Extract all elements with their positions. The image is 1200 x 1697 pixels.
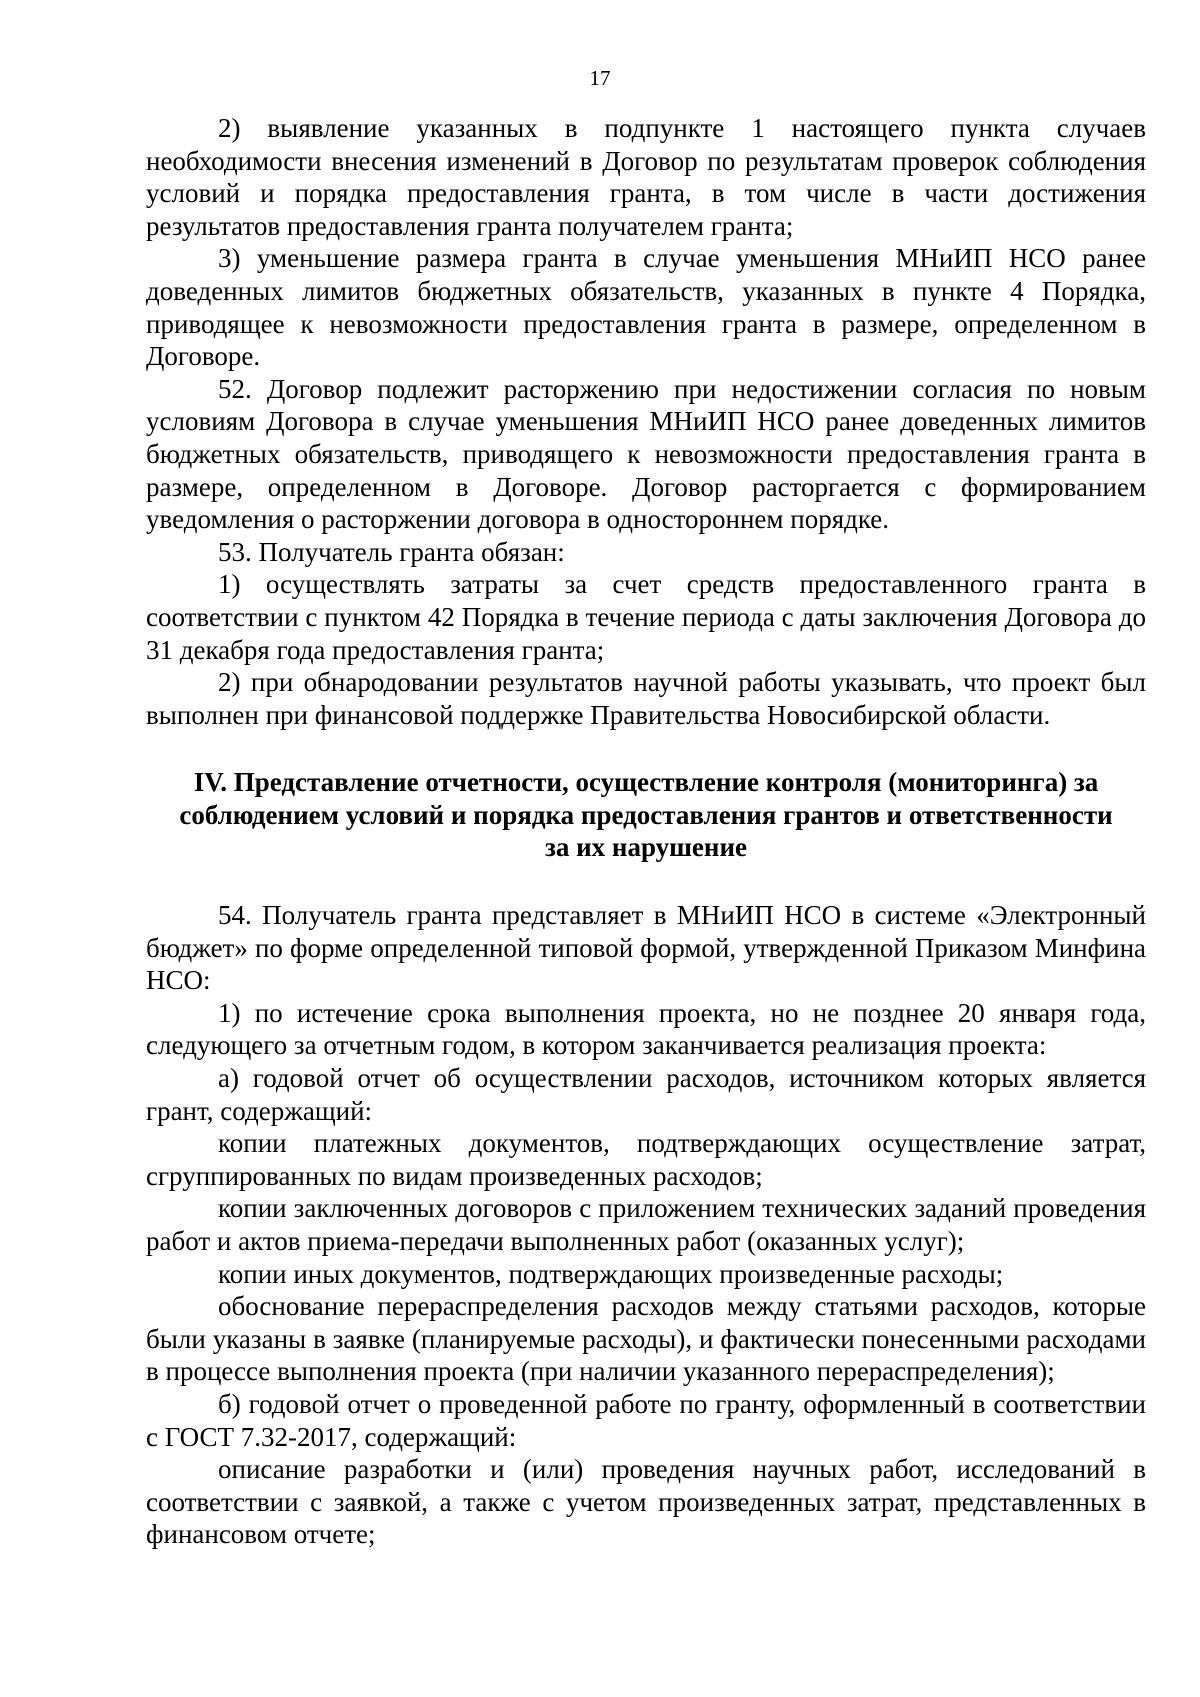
section-heading-line-2: соблюдением условий и порядка предоставления грантов и ответственности	[179, 799, 1113, 830]
paragraph-53-item-1-expenses: 1) осуществлять затраты за счет средств предоставленного гранта в соответствии с пунктом 42 Порядка в течение периода с даты заключения Договора до 31 декабря года предоставления гранта;	[146, 569, 1146, 665]
paragraph-54-item-a-annual-expense-report: а) годовой отчет об осуществлении расходов, источником которых является грант, содержащий:	[146, 1063, 1146, 1126]
section-heading	[146, 766, 1146, 864]
paragraph-payment-documents: копии платежных документов, подтверждающих осуществление затрат, сгруппированных по видам произведенных расходов;	[146, 1128, 1146, 1191]
section-heading-line-3: за их нарушение	[545, 832, 747, 863]
section-heading-line-1: IV. Представление отчетности, осуществление контроля (мониторинга) за	[193, 767, 1099, 798]
paragraph-other-documents: копии иных документов, подтверждающих произведенные расходы;	[218, 1258, 1004, 1289]
paragraph-item-3-grant-reduction: 3) уменьшение размера гранта в случае уменьшения МНиИП НСО ранее доведенных лимитов бюджетных обязательств, указанных в пункте 4 Порядка, приводящее к невозможности предоставления гранта в размере, определенном в Договоре.	[146, 243, 1146, 372]
paragraph-54-reporting: 54. Получатель гранта представляет в МНиИП НСО в системе «Электронный бюджет» по форме определенной типовой формой, утвержденной Приказом Минфина НСО:	[146, 900, 1146, 996]
document-body	[146, 112, 1146, 1551]
page-number: 17	[589, 66, 611, 90]
paragraph-item-2-identification: 2) выявление указанных в подпункте 1 настоящего пункта случаев необходимости внесения изменений в Договор по результатам проверок соблюдения условий и порядка предоставления гранта, в том числе в части достижения результатов предоставления гранта получателем гранта;	[146, 113, 1146, 241]
paragraph-research-description: описание разработки и (или) проведения научных работ, исследований в соответствии с заявкой, а также с учетом произведенных затрат, представленных в финансовом отчете;	[146, 1454, 1146, 1550]
paragraph-52-termination: 52. Договор подлежит расторжению при недостижении согласия по новым условиям Договора в случае уменьшения МНиИП НСО ранее доведенных лимитов бюджетных обязательств, приводящего к невозможности предоставления гранта в размере, определенном в Договоре. Договор расторгается с формированием уведомления о расторжении договора в одностороннем порядке.	[146, 373, 1146, 535]
paragraph-54-item-b-annual-work-report: б) годовой отчет о проведенной работе по гранту, оформленный в соответствии с ГОСТ 7.32-2017, содержащий:	[146, 1388, 1146, 1452]
paragraph-53-obligations: 53. Получатель гранта обязан:	[218, 536, 565, 567]
paragraph-contracts-copies: копии заключенных договоров с приложением технических заданий проведения работ и актов приема-передачи выполненных работ (оказанных услуг);	[146, 1193, 1146, 1256]
paragraph-53-item-2-publication: 2) при обнародовании результатов научной работы указывать, что проект был выполнен при финансовой поддержке Правительства Новосибирской области.	[146, 667, 1146, 730]
paragraph-redistribution-justification: обоснование перераспределения расходов между статьями расходов, которые были указаны в заявке (планируемые расходы), и фактически понесенными расходами в процессе выполнения проекта (при наличии указанного перераспределения);	[146, 1291, 1146, 1387]
paragraph-54-item-1-deadline: 1) по истечение срока выполнения проекта, но не позднее 20 января года, следующего за отчетным годом, в котором заканчивается реализация проекта:	[146, 997, 1146, 1061]
